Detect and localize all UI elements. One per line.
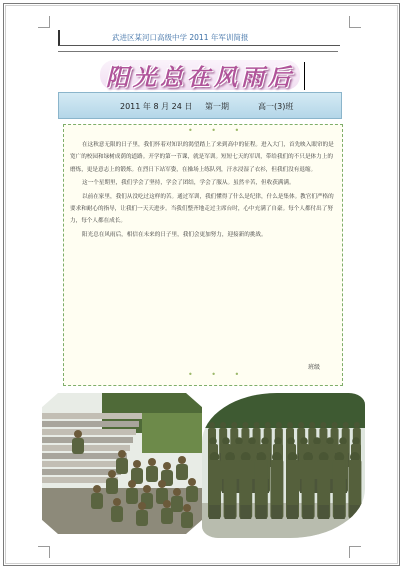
- header-bar: [58, 30, 340, 46]
- photo-left-step: [42, 453, 127, 459]
- photo-left-soldier-head: [158, 480, 166, 488]
- photo-left-soldier-head: [163, 500, 171, 508]
- photo-right-soldier-cap: [209, 422, 215, 428]
- article-paragraph-2: 这一个星期里，我们学会了坚持，学会了团结，学会了服从。虽然辛苦，但收获满满。: [82, 180, 295, 187]
- photo-right-soldier-cap: [248, 437, 256, 445]
- photo-right-soldier-cap: [235, 437, 243, 445]
- photo-left-image: [42, 393, 202, 534]
- photo-right-soldier-cap: [300, 437, 308, 445]
- photo-left-step: [42, 437, 133, 443]
- photo-left-soldier-body: [72, 438, 84, 454]
- issue-class: 高一(3)班: [258, 102, 294, 111]
- header-rule: [58, 51, 338, 52]
- photo-right-soldier-legs: [225, 505, 236, 519]
- photo-left-soldier-body: [91, 493, 103, 509]
- photo-right-soldier-legs: [318, 505, 329, 519]
- text-cursor: [304, 62, 305, 90]
- article-paragraph-1: 在这秋意无限的日子里，我们怀着对知识的渴望踏上了来到高中的征程。进入大门，首先映入眼帘的是宽广的校园和绿树成荫的道路。开学的第一节课，就是军训。短短七天的军训，带给我们的不只是体力上的磨炼，更是意志上的锻炼。在烈日下站军姿，在操场上练队列，汗水浸湿了衣衫，但我们没有退缩。: [70, 142, 334, 173]
- photo-left-soldier-head: [188, 478, 196, 486]
- photo-left-soldier-body: [146, 466, 158, 482]
- issue-date: 2011 年 8 月 24 日: [120, 102, 193, 111]
- photo-left-soldier-head: [163, 462, 171, 470]
- photo-left-step: [42, 413, 142, 419]
- photo-left-soldier-body: [161, 508, 173, 524]
- photo-left-soldier-body: [116, 458, 128, 474]
- photo-left-soldier-head: [178, 456, 186, 464]
- photo-right-soldier-cap: [242, 422, 248, 428]
- photo-right-soldier-cap: [326, 437, 334, 445]
- photo-left-soldier-body: [171, 496, 183, 512]
- photo-left-soldier-head: [108, 470, 116, 478]
- title-text[interactable]: 阳光总在风雨后: [106, 64, 295, 91]
- photo-left-soldier-body: [136, 510, 148, 526]
- photo-right-soldier-cap: [309, 422, 315, 428]
- photo-right-soldier-cap: [231, 422, 237, 428]
- photo-left-soldier-body: [111, 506, 123, 522]
- photo-left-soldier-head: [173, 488, 181, 496]
- newsletter-title[interactable]: [100, 58, 305, 94]
- decor-dots-top: • • •: [188, 126, 248, 135]
- photo-left-soldier-head: [128, 480, 136, 488]
- photo-left-soldier-head: [133, 460, 141, 468]
- photo-left-soldier-head: [74, 430, 82, 438]
- photo-left-soldier-body: [126, 488, 138, 504]
- photo-soldiers-in-rows[interactable]: [202, 393, 365, 538]
- photo-right-soldier-cap: [261, 437, 269, 445]
- crop-mark-top-left: [38, 16, 50, 28]
- photo-left-soldier-head: [138, 502, 146, 510]
- crop-mark-bottom-left: [38, 546, 50, 558]
- photo-left-soldier-body: [186, 486, 198, 502]
- photo-right-soldier-legs: [240, 505, 251, 519]
- photo-left-step: [42, 429, 136, 435]
- article-paragraph-3: 以前在家里，我们从没吃过这样的苦。通过军训，我们懂得了什么是纪律，什么是集体。教官们严格的要求和耐心的指导，让我们一天天进步。当我们整齐地走过主席台时，心中充满了自豪。每个人都付出了努力，每个人都在成长。: [70, 193, 334, 225]
- photo-right-soldier-cap: [354, 422, 360, 428]
- photo-right-soldier-cap: [287, 437, 295, 445]
- photo-left-soldier-body: [176, 464, 188, 480]
- photo-left-step: [42, 421, 139, 427]
- photo-right-image: [202, 393, 365, 538]
- photo-soldiers-on-steps[interactable]: [42, 393, 202, 534]
- photo-right-soldier-cap: [222, 437, 230, 445]
- photo-right-soldier-cap: [313, 437, 321, 445]
- photo-left-step: [42, 445, 130, 451]
- issue-info-bar: [58, 92, 342, 119]
- crop-mark-bottom-right: [349, 546, 361, 558]
- photo-right-soldier-cap: [287, 422, 293, 428]
- photo-left-step: [42, 461, 124, 467]
- decor-dots-bottom: • • •: [188, 370, 248, 379]
- article-body[interactable]: [70, 139, 338, 242]
- photo-right-soldier-legs: [287, 505, 298, 519]
- photo-left-soldier-head: [148, 458, 156, 466]
- photo-right-soldier-cap: [320, 422, 326, 428]
- photo-right-soldier-cap: [220, 422, 226, 428]
- photo-right-soldier-cap: [339, 437, 347, 445]
- photo-left-soldier-body: [106, 478, 118, 494]
- header-school-line: 武进区某河口高级中学 2011 年军训简报: [112, 33, 249, 42]
- photo-left-soldier-head: [93, 485, 101, 493]
- photo-right-soldier-legs: [271, 505, 282, 519]
- photo-right-soldier-cap: [265, 422, 271, 428]
- photo-right-soldier-cap: [298, 422, 304, 428]
- crop-mark-top-right: [349, 16, 361, 28]
- photo-right-soldier-legs: [334, 505, 345, 519]
- article-signature: 班级: [308, 364, 321, 371]
- photo-left-soldier-head: [118, 450, 126, 458]
- photo-left-soldier-head: [183, 504, 191, 512]
- photo-right-soldier-cap: [343, 422, 349, 428]
- photo-left-soldier-body: [181, 512, 193, 528]
- photo-right-soldier-legs: [209, 505, 220, 519]
- photo-right-soldier-cap: [254, 422, 260, 428]
- photo-right-soldier-cap: [332, 422, 338, 428]
- photo-right-soldier-cap: [274, 437, 282, 445]
- photo-right-soldier-cap: [276, 422, 282, 428]
- article-paragraph-4: 阳光总在风雨后，相信在未来的日子里，我们会更加努力，迎接新的挑战。: [82, 231, 267, 238]
- issue-number: 第一期: [205, 102, 229, 111]
- photo-right-soldier-legs: [303, 505, 314, 519]
- photo-right-soldier-legs: [256, 505, 267, 519]
- photo-left-soldier-head: [113, 498, 121, 506]
- photo-right-soldier-cap: [352, 437, 360, 445]
- photo-left-shrubs: [142, 413, 202, 453]
- photo-right-soldier-cap: [209, 437, 217, 445]
- photo-left-soldier-head: [143, 485, 151, 493]
